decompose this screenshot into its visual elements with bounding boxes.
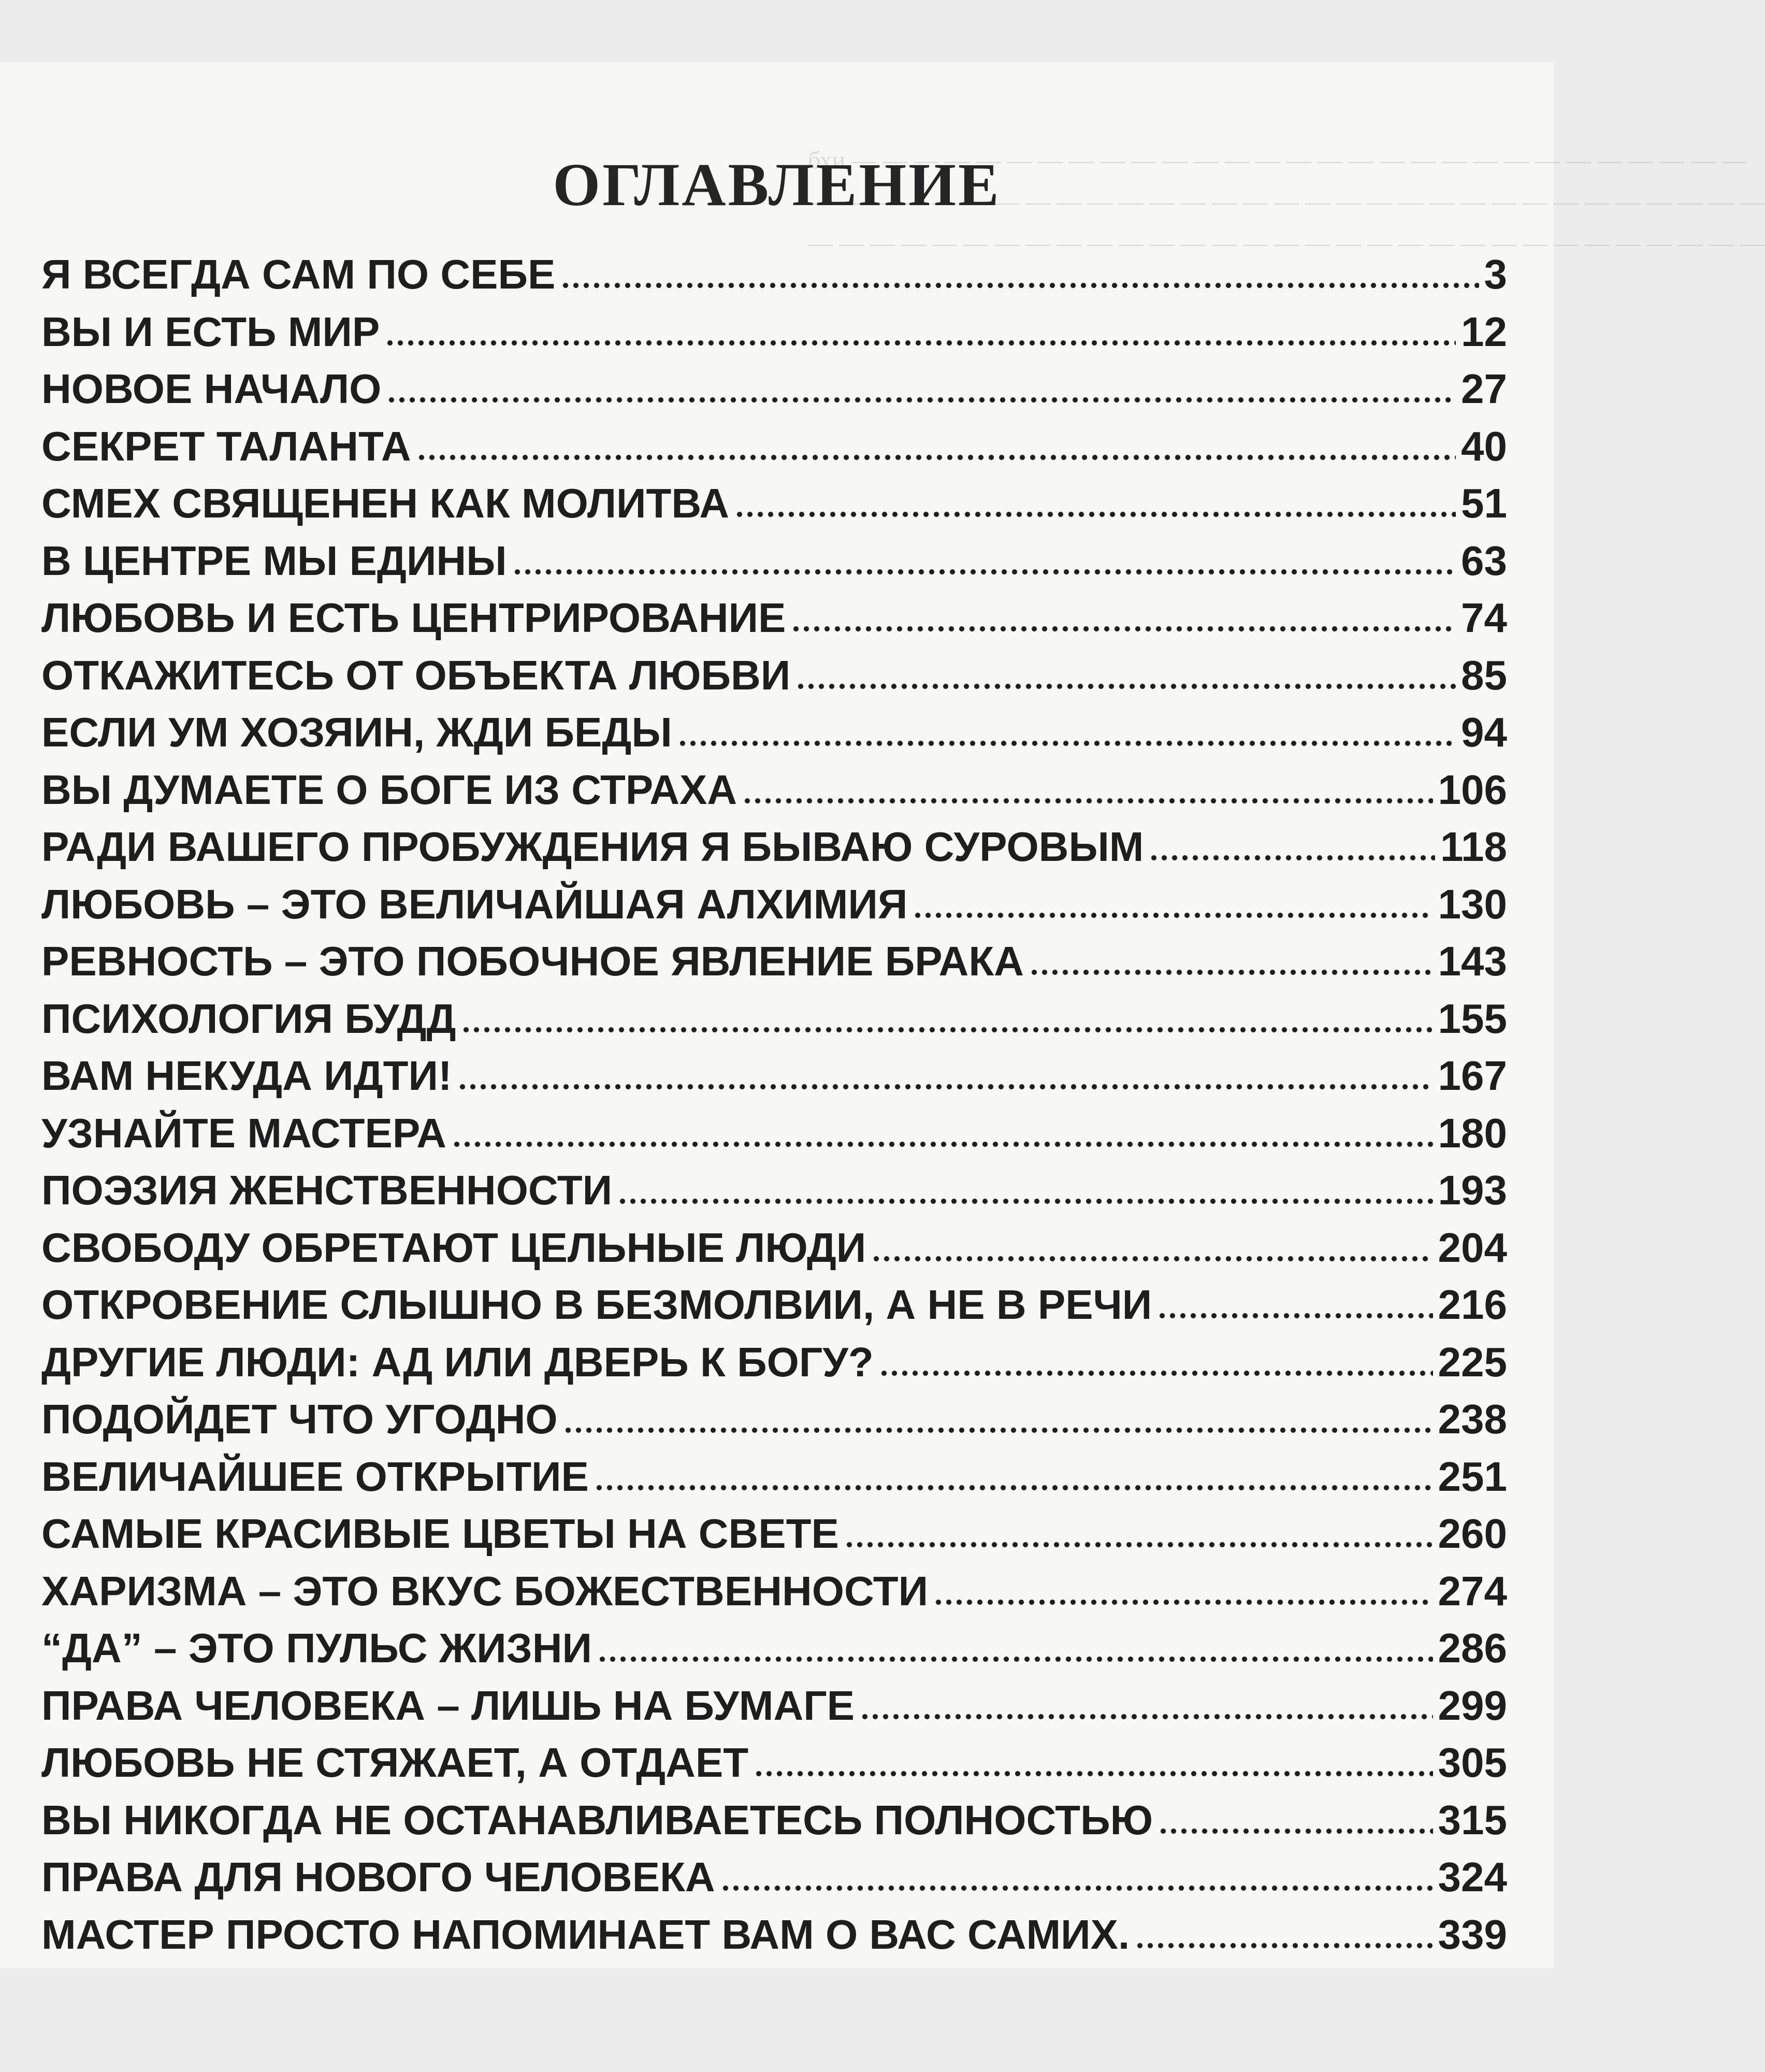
toc-entry-title: ВЫ НИКОГДА НЕ ОСТАНАВЛИВАЕТЕСЬ ПОЛНОСТЬЮ: [41, 1796, 1153, 1843]
dot-leader: [734, 511, 1456, 517]
toc-entry: [41, 1911, 1507, 1972]
toc-entry-title: СВОБОДУ ОБРЕТАЮТ ЦЕЛЬНЫЕ ЛЮДИ: [41, 1224, 866, 1271]
toc-entry: [41, 1224, 1507, 1285]
dot-leader: [844, 1542, 1433, 1548]
toc-entry-page-number: 85: [1461, 652, 1507, 698]
toc-entry-page-number: 106: [1438, 766, 1507, 813]
dot-leader: [1157, 1313, 1433, 1319]
toc-entry-page-number: 299: [1438, 1682, 1507, 1729]
toc-entry-title: ВАМ НЕКУДА ИДТИ!: [41, 1053, 452, 1099]
toc-entry-title: ВЫ И ЕСТЬ МИР: [41, 308, 380, 355]
toc-entry-page-number: 305: [1438, 1739, 1507, 1786]
toc-entry-page-number: 225: [1438, 1339, 1507, 1385]
dot-leader: [933, 1599, 1433, 1605]
toc-entry-page-number: 94: [1461, 709, 1507, 755]
dot-leader: [913, 912, 1433, 918]
toc-entry-title: ОТКАЖИТЕСЬ ОТ ОБЪЕКТА ЛЮБВИ: [41, 652, 791, 698]
dot-leader: [597, 1656, 1433, 1662]
toc-entry-title: ВЫ ДУМАЕТЕ О БОГЕ ИЗ СТРАХА: [41, 766, 737, 813]
toc-entry: [41, 537, 1507, 598]
toc-entry-page-number: 167: [1438, 1053, 1507, 1099]
toc-entry-page-number: 204: [1438, 1224, 1507, 1271]
toc-entry-page-number: 12: [1461, 308, 1507, 355]
toc-entry: [41, 1567, 1507, 1628]
toc-entry: [41, 1453, 1507, 1514]
dot-leader: [512, 569, 1456, 575]
toc-entry-title: ПРАВА ДЛЯ НОВОГО ЧЕЛОВЕКА: [41, 1854, 715, 1900]
toc-entry-title: МАСТЕР ПРОСТО НАПОМИНАЕТ ВАМ О ВАС САМИХ.: [41, 1911, 1130, 1958]
toc-entry-page-number: 216: [1438, 1282, 1507, 1328]
toc-entry: [41, 251, 1507, 311]
toc-entry-title: СЕКРЕТ ТАЛАНТА: [41, 423, 411, 469]
dot-leader: [1135, 1942, 1433, 1949]
toc-entry-page-number: 251: [1438, 1453, 1507, 1500]
dot-leader: [795, 683, 1456, 689]
toc-entry: [41, 938, 1507, 998]
toc-entry: [41, 1796, 1507, 1857]
toc-entry-title: РЕВНОСТЬ – ЭТО ПОБОЧНОЕ ЯВЛЕНИЕ БРАКА: [41, 938, 1024, 984]
dot-leader: [1158, 1828, 1433, 1834]
toc-entry: [41, 1110, 1507, 1170]
toc-entry-title: ПРАВА ЧЕЛОВЕКА – ЛИШЬ НА БУМАГЕ: [41, 1682, 855, 1729]
toc-entry-title: “ДА” – ЭТО ПУЛЬС ЖИЗНИ: [41, 1625, 592, 1671]
toc-entry-page-number: 193: [1438, 1167, 1507, 1213]
toc-entry-page-number: 238: [1438, 1396, 1507, 1442]
toc-entry-title: ХАРИЗМА – ЭТО ВКУС БОЖЕСТВЕННОСТИ: [41, 1567, 929, 1614]
toc-entry-title: НОВОЕ НАЧАЛО: [41, 366, 382, 412]
toc-entry: [41, 1625, 1507, 1685]
dot-leader: [457, 1084, 1433, 1090]
toc-entry-page-number: 286: [1438, 1625, 1507, 1671]
toc-entry-title: ЛЮБОВЬ И ЕСТЬ ЦЕНТРИРОВАНИЕ: [41, 595, 786, 641]
book-page: [0, 62, 1765, 1968]
toc-entry-title: В ЦЕНТРЕ МЫ ЕДИНЫ: [41, 537, 507, 584]
toc-entry-title: ОТКРОВЕНИЕ СЛЫШНО В БЕЗМОЛВИИ, А НЕ В РЕЧИ: [41, 1282, 1152, 1328]
toc-entry-page-number: 339: [1438, 1911, 1507, 1958]
dot-leader: [385, 340, 1456, 346]
toc-entry: [41, 1682, 1507, 1743]
toc-entry: [41, 766, 1507, 827]
dot-leader: [617, 1198, 1433, 1204]
toc-entry-title: ПОЭЗИЯ ЖЕНСТВЕННОСТИ: [41, 1167, 613, 1213]
toc-entry-page-number: 324: [1438, 1854, 1507, 1900]
toc-entry-page-number: 63: [1461, 537, 1507, 584]
toc-entry-title: САМЫЕ КРАСИВЫЕ ЦВЕТЫ НА СВЕТЕ: [41, 1510, 839, 1557]
toc-entry-title: ПСИХОЛОГИЯ БУДД: [41, 995, 456, 1042]
dot-leader: [452, 1141, 1433, 1147]
toc-entry-title: Я ВСЕГДА САМ ПО СЕБЕ: [41, 251, 556, 297]
toc-entry-page-number: 155: [1438, 995, 1507, 1042]
toc-entry-title: РАДИ ВАШЕГО ПРОБУЖДЕНИЯ Я БЫВАЮ СУРОВЫМ: [41, 824, 1144, 870]
toc-entry-title: ПОДОЙДЕТ ЧТО УГОДНО: [41, 1396, 558, 1442]
dot-leader: [416, 454, 1456, 461]
toc-entry: [41, 826, 1507, 884]
toc-list: [41, 251, 1507, 1971]
toc-entry-page-number: 40: [1461, 423, 1507, 469]
toc-entry-page-number: 3: [1484, 251, 1507, 297]
dot-leader: [677, 740, 1456, 746]
dot-leader: [594, 1485, 1433, 1491]
dot-leader: [860, 1714, 1433, 1720]
toc-entry-page-number: 27: [1461, 366, 1507, 412]
toc-entry-title: УЗНАЙТЕ МАСТЕРА: [41, 1110, 446, 1156]
dot-leader: [560, 282, 1479, 289]
toc-entry: [41, 709, 1507, 769]
toc-entry-page-number: 74: [1461, 595, 1507, 641]
toc-entry-page-number: 51: [1461, 480, 1507, 526]
dot-leader: [720, 1885, 1433, 1891]
dot-leader: [754, 1771, 1433, 1777]
toc-entry: [41, 1167, 1507, 1227]
toc-entry: [41, 423, 1507, 483]
dot-leader: [742, 798, 1433, 804]
toc-entry-title: ЕСЛИ УМ ХОЗЯИН, ЖДИ БЕДЫ: [41, 709, 672, 755]
toc-entry-page-number: 143: [1438, 938, 1507, 984]
toc-entry: [41, 597, 1507, 655]
toc-entry: [41, 995, 1507, 1056]
dot-leader: [461, 1027, 1433, 1033]
dot-leader: [1149, 855, 1435, 861]
dot-leader: [879, 1370, 1433, 1376]
toc-entry: [41, 1396, 1507, 1456]
toc-entry-title: ЛЮБОВЬ – ЭТО ВЕЛИЧАЙШАЯ АЛХИМИЯ: [41, 881, 908, 927]
toc-entry-page-number: 130: [1438, 881, 1507, 927]
toc-entry: [41, 480, 1507, 540]
toc-entry-page-number: 315: [1438, 1796, 1507, 1843]
dot-leader: [563, 1427, 1433, 1433]
toc-entry: [41, 368, 1507, 426]
toc-entry: [41, 1339, 1507, 1399]
toc-entry: [41, 1055, 1507, 1113]
toc-entry-title: СМЕХ СВЯЩЕНЕН КАК МОЛИТВА: [41, 480, 729, 526]
toc-entry: [41, 1284, 1507, 1342]
toc-entry: [41, 652, 1507, 712]
bleed-through-text: бхи — — — — — — — — — — — — — — — — — — — — — — — — — — — — — — — — — — — — — — — — — — — — — — — — — — — — — — — — — — — — — — — — — — — — — — — — — — — — — — — — — — — — — — — — — — —: [808, 147, 1765, 257]
toc-entry: [41, 1739, 1507, 1800]
toc-entry: [41, 1854, 1507, 1914]
toc-entry-title: ДРУГИЕ ЛЮДИ: АД ИЛИ ДВЕРЬ К БОГУ?: [41, 1339, 874, 1385]
dot-leader: [386, 397, 1456, 403]
toc-entry-page-number: 260: [1438, 1510, 1507, 1557]
toc-entry-title: ЛЮБОВЬ НЕ СТЯЖАЕТ, А ОТДАЕТ: [41, 1739, 749, 1786]
dot-leader: [791, 626, 1456, 632]
toc-entry-page-number: 180: [1438, 1110, 1507, 1156]
toc-entry: [41, 1510, 1507, 1571]
toc-entry-title: ВЕЛИЧАЙШЕЕ ОТКРЫТИЕ: [41, 1453, 589, 1500]
toc-entry: [41, 881, 1507, 941]
toc-entry: [41, 308, 1507, 369]
dot-leader: [1029, 969, 1433, 975]
toc-heading: ОГЛАВЛЕНИЕ: [553, 151, 1001, 219]
toc-entry-page-number: 118: [1440, 824, 1507, 870]
toc-entry-page-number: 274: [1438, 1567, 1507, 1614]
dot-leader: [871, 1256, 1433, 1262]
